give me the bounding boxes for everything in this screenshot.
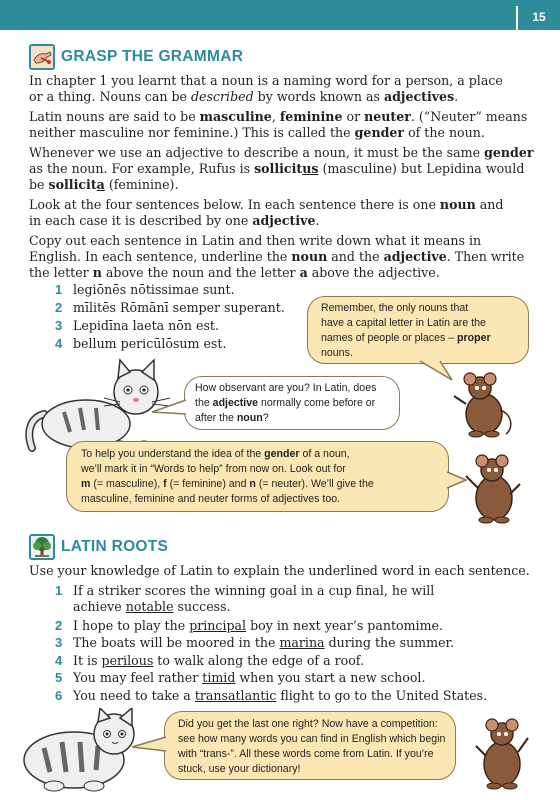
mouse-character-icon-2 <box>458 448 530 528</box>
bubble-tail-4 <box>130 735 168 755</box>
grammar-heading: GRASP THE GRAMMAR <box>61 48 244 65</box>
top-banner <box>0 0 560 30</box>
grammar-paragraph-2: Latin nouns are said to be masculine, feminine or neuter. (“Neuter” means neither masculine nor feminine.) This is called the gender of the noun. <box>29 109 528 140</box>
speech-bubble-observant: How observant are you? In Latin, does the adjective normally come before or after the noun? <box>184 376 400 430</box>
grammar-hand-icon <box>29 44 55 70</box>
speech-bubble-gender: To help you understand the idea of the gender of a noun, we’ll mark it in “Words to help” from now on. Look out for m (= masculine), f (= feminine) and n (= neuter). We’ll give the masculine, feminine and neuter forms of adjectives too. <box>66 441 449 512</box>
mouse-character-icon <box>450 370 520 440</box>
grammar-paragraph-4: Look at the four sentences below. In each sentence there is one noun and in each case it is described by one adjective. <box>29 197 504 228</box>
grammar-paragraph-3: Whenever we use an adjective to describe a noun, it must be the same gender as the noun. For example, Rufus is sollicitus (masculine) but Lepidina would be sollicita (feminine). <box>29 145 534 192</box>
grammar-paragraph-5: Copy out each sentence in Latin and then write down what it means in English. In each sentence, underline the noun and the adjective. Then write the letter n above the noun and the letter a above the adjective. <box>29 233 525 280</box>
tree-icon <box>29 534 55 560</box>
speech-bubble-proper-nouns: Remember, the only nouns that have a capital letter in Latin are the names of people or places – proper nouns. <box>307 296 529 364</box>
grammar-heading-block <box>29 44 243 70</box>
page-number: 15 <box>516 6 560 30</box>
mouse-character-icon-3 <box>468 706 540 796</box>
grammar-paragraph-1: In chapter 1 you learnt that a noun is a naming word for a person, a place or a thing. Nouns can be described by words known as adjectives. <box>29 73 503 104</box>
roots-intro: Use your knowledge of Latin to explain the underlined word in each sentence. <box>29 563 530 578</box>
roots-heading-block <box>29 534 168 560</box>
roots-heading: LATIN ROOTS <box>61 538 169 555</box>
bubble-tail-2 <box>150 398 188 418</box>
speech-bubble-trans: Did you get the last one right? Now have a competition: see how many words you can find in English which begin with “trans-”. All these words come from Latin. If you’re stuck, use your dictionary! <box>164 711 456 780</box>
